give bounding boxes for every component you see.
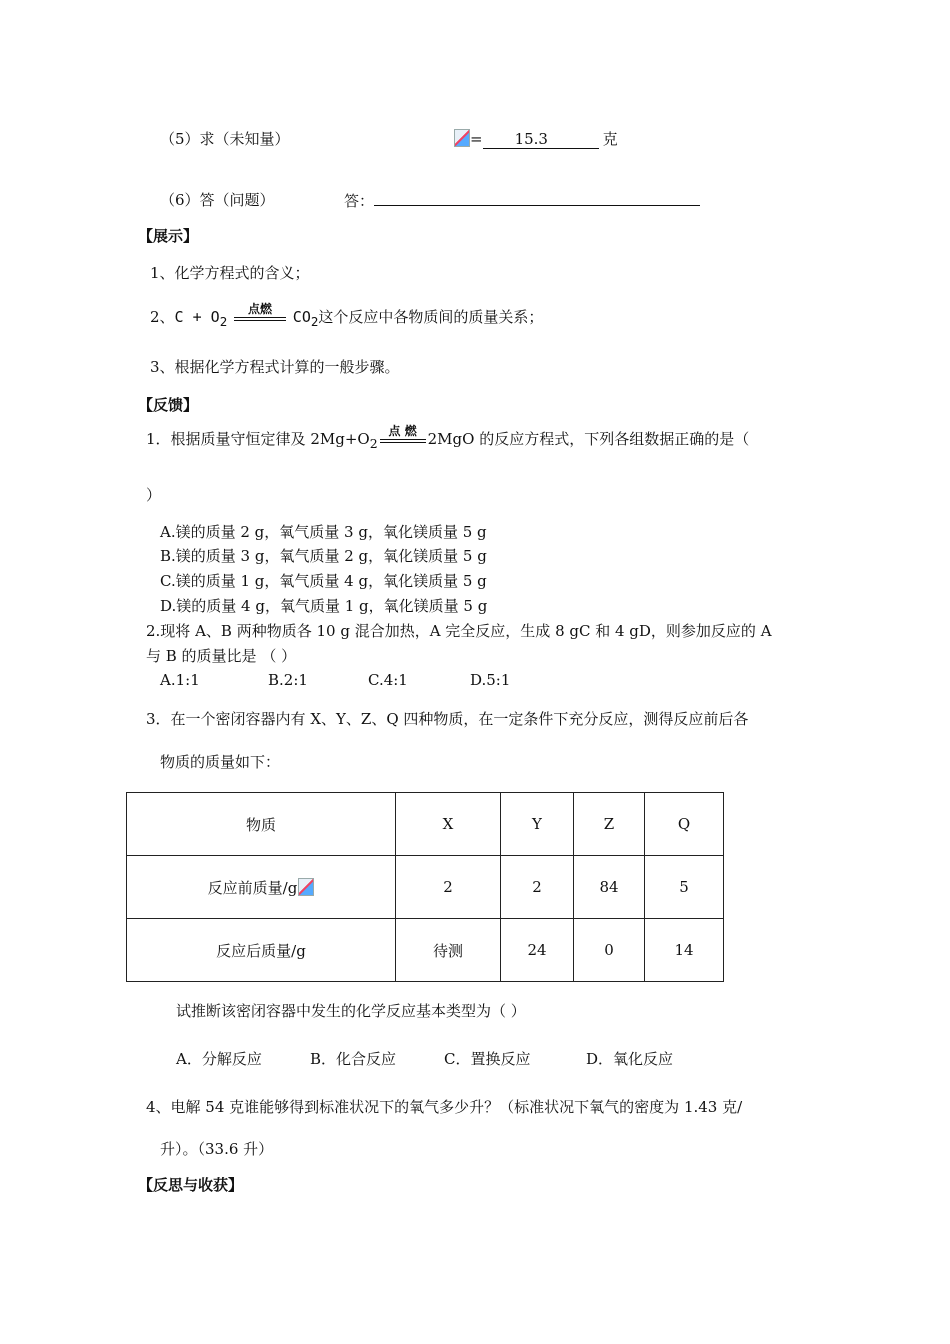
q1-close: ） — [146, 486, 162, 504]
q3-option-d: D．氧化反应 — [586, 1050, 674, 1068]
q1-condition: 点 燃 — [388, 424, 417, 438]
table-cell: 24 — [501, 919, 574, 982]
table-cell: 2 — [501, 856, 574, 919]
reaction-rhs-subscript: 2 — [310, 314, 319, 329]
image-placeholder-icon — [298, 878, 314, 896]
table-row — [127, 856, 724, 919]
q2-option-b: B.2:1 — [268, 671, 308, 689]
q2-option-d: D.5:1 — [470, 671, 511, 689]
reaction-arrow — [232, 302, 288, 326]
step5-value: 15.3 — [483, 130, 599, 149]
feedback-heading: 【反馈】 — [138, 396, 199, 414]
table-cell: 14 — [645, 919, 724, 982]
q3-option-b: B．化合反应 — [310, 1050, 397, 1068]
q4-line-1: 4、电解 54 克谁能够得到标准状况下的氧气多少升？（标准状况下氧气的密度为 1.43 克/ — [146, 1098, 743, 1116]
q1-option-d: D.镁的质量 4 g，氧气质量 1 g，氧化镁质量 5 g — [160, 597, 488, 615]
q1-suffix: 2MgO 的反应方程式，下列各组数据正确的是（ — [427, 430, 750, 448]
image-placeholder-icon — [454, 129, 470, 147]
q2-line-1: 2.现将 A、B 两种物质各 10 g 混合加热，A 完全反应，生成 8 gC 和 4 gD，则参加反应的 A — [146, 622, 772, 640]
answer-blank-line — [374, 189, 700, 206]
show-heading: 【展示】 — [138, 227, 199, 245]
reaction-lhs-subscript: 2 — [219, 314, 228, 329]
q1-option-a: A.镁的质量 2 g，氧气质量 3 g，氧化镁质量 5 g — [160, 523, 487, 541]
q2-option-c: C.4:1 — [368, 671, 408, 689]
step6-answer — [344, 189, 700, 211]
step5-label: （5）求（未知量） — [160, 130, 290, 148]
table-row — [127, 919, 724, 982]
table-cell-text: 反应前质量/g — [207, 878, 298, 897]
q2-line-2: 与 B 的质量比是 （ ） — [146, 647, 297, 665]
reaction-condition: 点燃 — [248, 302, 273, 316]
table-cell: 84 — [574, 856, 645, 919]
reaction-rhs — [292, 308, 319, 329]
q1-option-c: C.镁的质量 1 g，氧气质量 4 g，氧化镁质量 5 g — [160, 572, 487, 590]
table-cell: 2 — [396, 856, 501, 919]
step5-unit: 克 — [602, 130, 618, 148]
table-cell — [127, 856, 396, 919]
table-header-cell: X — [396, 793, 501, 856]
q3-option-a: A．分解反应 — [176, 1050, 262, 1068]
table-header-cell: Z — [574, 793, 645, 856]
q1-option-b: B.镁的质量 3 g，氧气质量 2 g，氧化镁质量 5 g — [160, 547, 487, 565]
reaction-lhs-text: C + O — [174, 308, 220, 326]
table-header-cell: Y — [501, 793, 574, 856]
show-item-2-suffix: 这个反应中各物质间的质量关系； — [318, 308, 544, 326]
mass-table — [126, 792, 724, 982]
table-header-cell: 物质 — [127, 793, 396, 856]
show-item-1: 1、化学方程式的含义； — [150, 264, 310, 282]
reaction-rhs-text: CO — [292, 308, 311, 326]
step5-equals: = — [470, 130, 483, 148]
show-item-2 — [150, 302, 544, 329]
table-row — [127, 793, 724, 856]
q2-option-a: A.1:1 — [160, 671, 200, 689]
step6-label: （6）答（问题） — [160, 191, 275, 209]
table-cell: 反应后质量/g — [127, 919, 396, 982]
q1-subscript: 2 — [369, 436, 378, 451]
show-item-2-prefix: 2、 — [150, 308, 175, 326]
q1-stem — [146, 424, 750, 451]
q3-line-1: 3．在一个密闭容器内有 X、Y、Z、Q 四种物质，在一定条件下充分反应，测得反应前后各 — [146, 710, 749, 728]
q3-option-c: C．置换反应 — [444, 1050, 531, 1068]
q1-reaction-arrow — [378, 424, 428, 448]
q3-question: 试推断该密闭容器中发生的化学反应基本类型为（ ） — [176, 1002, 526, 1020]
show-item-3: 3、根据化学方程式计算的一般步骤。 — [150, 358, 400, 376]
table-header-cell: Q — [645, 793, 724, 856]
reaction-lhs — [174, 308, 228, 329]
step5-equation — [454, 128, 618, 149]
q3-line-2: 物质的质量如下： — [160, 753, 281, 771]
table-cell: 0 — [574, 919, 645, 982]
table-cell: 待测 — [396, 919, 501, 982]
table-cell: 5 — [645, 856, 724, 919]
q1-prefix: 1．根据质量守恒定律及 2Mg+O — [146, 430, 370, 448]
step6-answer-label: 答： — [344, 192, 375, 210]
reflect-heading: 【反思与收获】 — [138, 1176, 244, 1194]
q4-line-2: 升）。（33.6 升） — [160, 1140, 274, 1158]
